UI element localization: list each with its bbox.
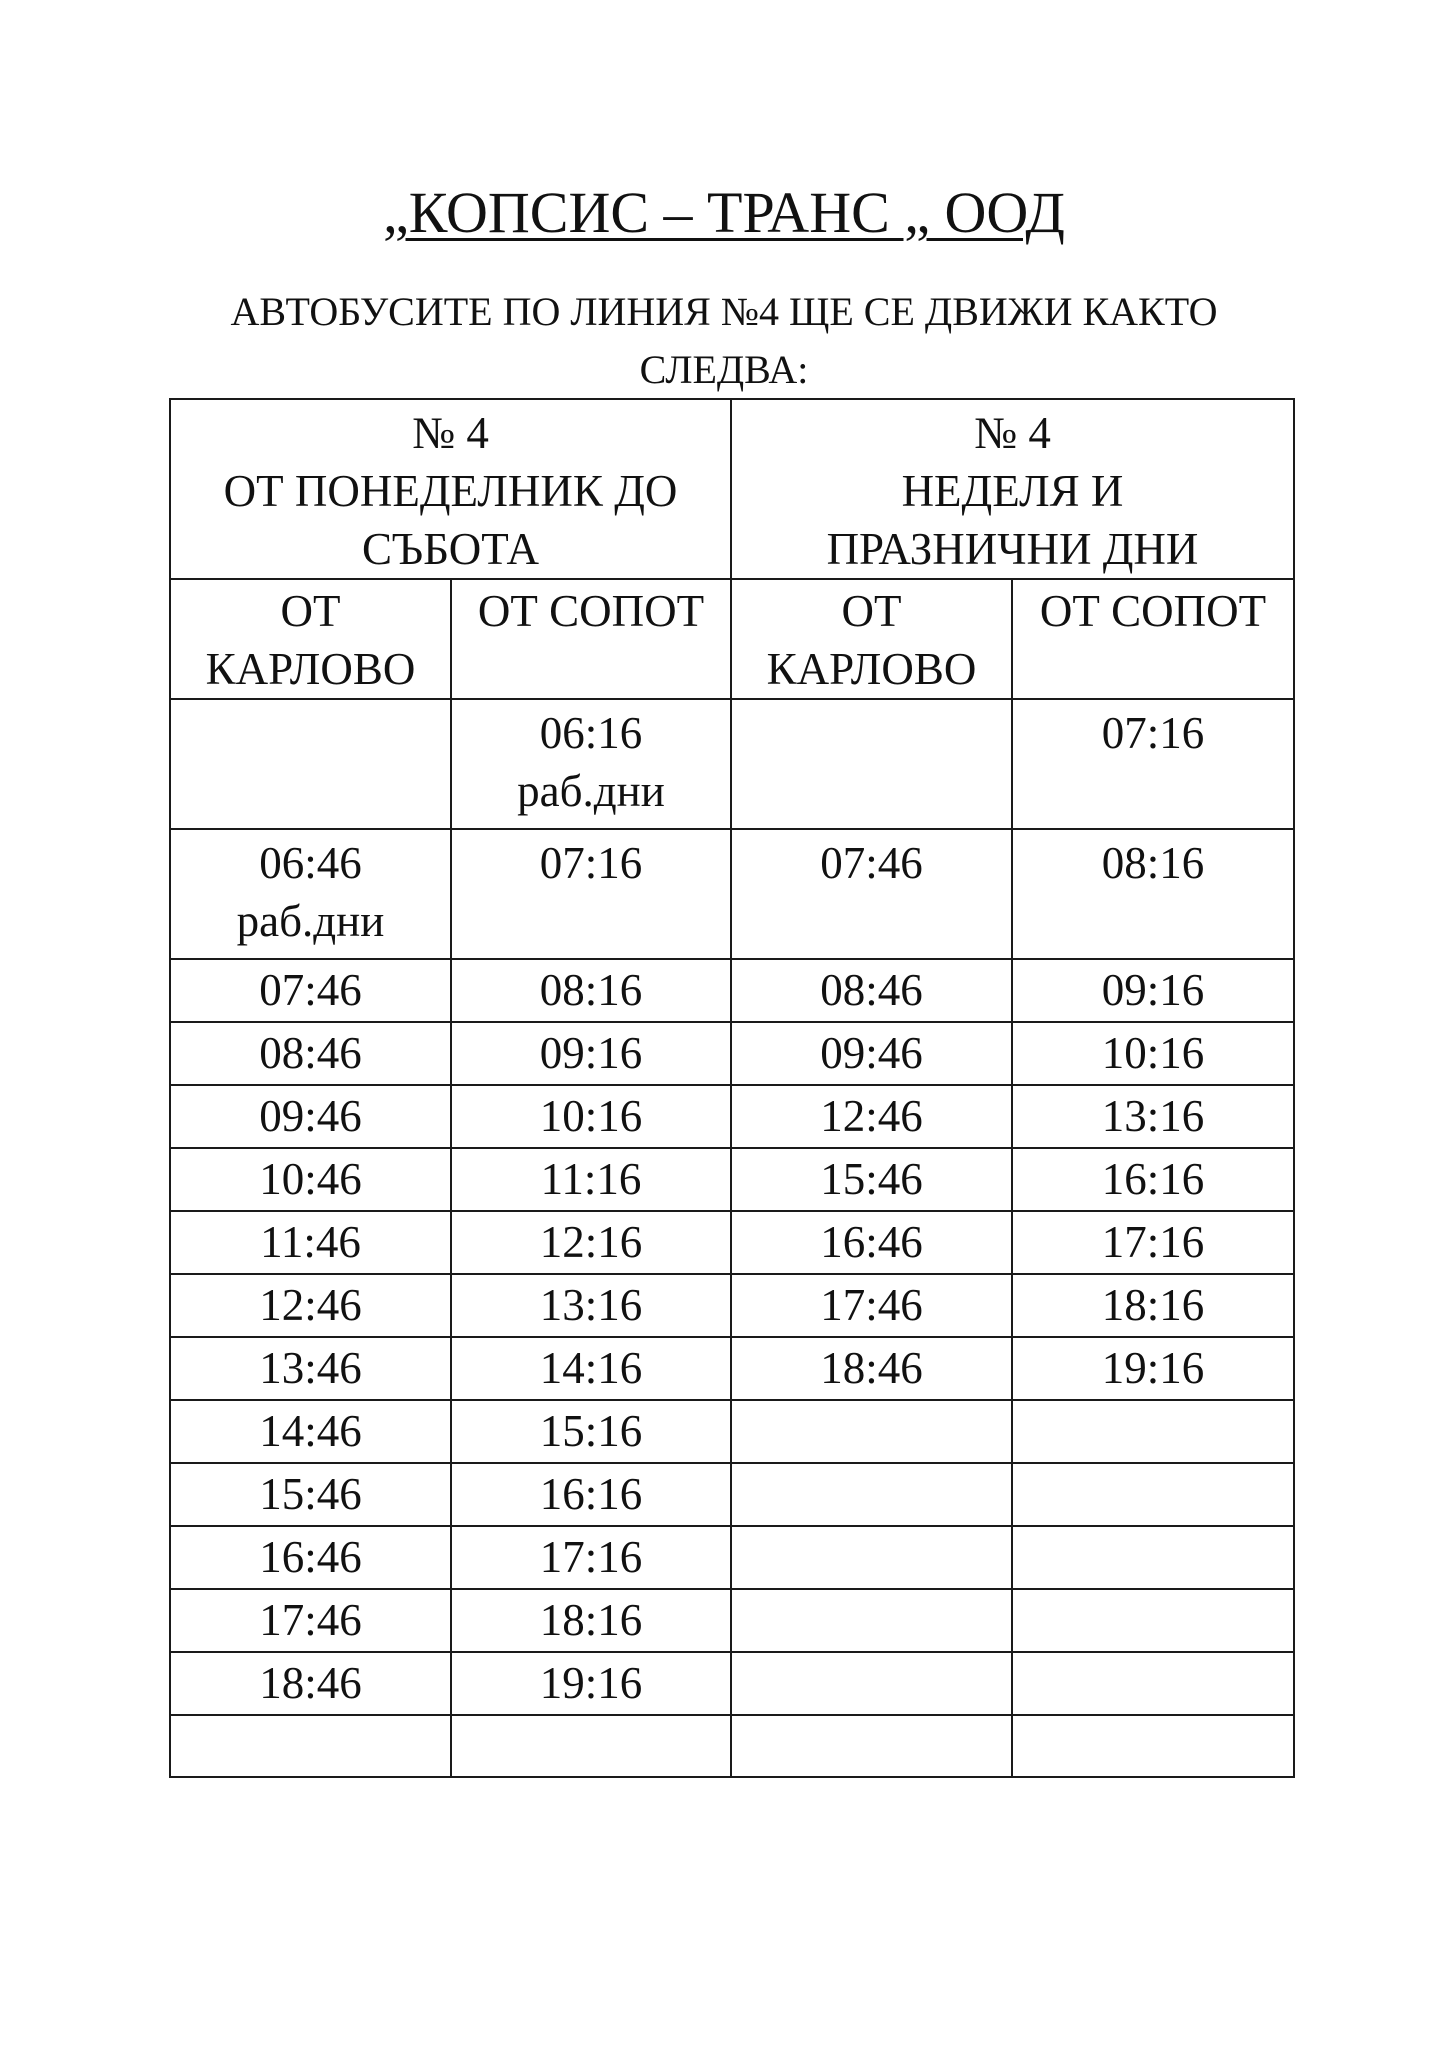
time-cell-weekday-from-karlovo: 15:46 bbox=[170, 1463, 451, 1526]
column-header-text: ОТ СОПОТ bbox=[477, 586, 705, 636]
time-cell-weekday-from-karlovo: 12:46 bbox=[170, 1274, 451, 1337]
timetable-regular-rows bbox=[170, 959, 1294, 1777]
time-cell bbox=[451, 699, 731, 829]
direction-header-row bbox=[170, 579, 1294, 699]
departure-time: 06:46 bbox=[259, 838, 362, 888]
time-cell-weekday-from-karlovo: 08:46 bbox=[170, 1022, 451, 1085]
time-cell-holiday-from-sopot bbox=[1012, 1400, 1294, 1463]
table-row bbox=[170, 1715, 1294, 1777]
table-row bbox=[170, 1589, 1294, 1652]
time-cell-weekday-from-sopot: 19:16 bbox=[451, 1652, 731, 1715]
time-cell-weekday-from-sopot: 15:16 bbox=[451, 1400, 731, 1463]
weekday-schedule-header bbox=[170, 399, 731, 579]
holiday-schedule-header bbox=[731, 399, 1294, 579]
time-cell-weekday-from-sopot: 09:16 bbox=[451, 1022, 731, 1085]
column-header-weekday-from-sopot bbox=[451, 579, 731, 699]
subtitle-line-2: СЛЕДВА: bbox=[639, 347, 809, 392]
departure-time: 06:16 bbox=[539, 708, 643, 758]
column-header-text: ОТ bbox=[280, 586, 341, 636]
time-cell bbox=[451, 829, 731, 959]
time-cell-holiday-from-karlovo: 15:46 bbox=[731, 1148, 1012, 1211]
time-cell-weekday-from-karlovo bbox=[170, 1715, 451, 1777]
time-cell-weekday-from-sopot: 10:16 bbox=[451, 1085, 731, 1148]
time-cell-holiday-from-sopot bbox=[1012, 1589, 1294, 1652]
time-cell-weekday-from-sopot: 14:16 bbox=[451, 1337, 731, 1400]
table-row bbox=[170, 1337, 1294, 1400]
bus-timetable bbox=[169, 398, 1295, 1778]
time-cell-weekday-from-karlovo: 07:46 bbox=[170, 959, 451, 1022]
departure-note: раб.дни bbox=[236, 896, 385, 946]
weekday-line-number: № 4 bbox=[412, 408, 489, 458]
time-cell-holiday-from-karlovo bbox=[731, 1652, 1012, 1715]
time-cell-holiday-from-karlovo: 16:46 bbox=[731, 1211, 1012, 1274]
time-cell-holiday-from-karlovo bbox=[731, 1715, 1012, 1777]
time-cell-weekday-from-sopot: 11:16 bbox=[451, 1148, 731, 1211]
time-cell bbox=[170, 699, 451, 829]
column-header-weekday-from-karlovo bbox=[170, 579, 451, 699]
time-cell-holiday-from-karlovo bbox=[731, 1463, 1012, 1526]
weekday-days-label-2: СЪБОТА bbox=[362, 524, 539, 574]
time-cell-weekday-from-karlovo: 16:46 bbox=[170, 1526, 451, 1589]
time-cell: 07:46 bbox=[731, 829, 1012, 959]
time-cell-weekday-from-karlovo: 18:46 bbox=[170, 1652, 451, 1715]
table-row bbox=[170, 1400, 1294, 1463]
time-cell-weekday-from-karlovo: 11:46 bbox=[170, 1211, 451, 1274]
time-cell-holiday-from-sopot bbox=[1012, 1526, 1294, 1589]
holiday-days-label-1: НЕДЕЛЯ И bbox=[901, 466, 1124, 516]
column-header-text: КАРЛОВО bbox=[766, 644, 977, 694]
time-cell-holiday-from-karlovo bbox=[731, 1526, 1012, 1589]
time-cell-weekday-from-sopot: 17:16 bbox=[451, 1526, 731, 1589]
time-cell-holiday-from-sopot bbox=[1012, 1463, 1294, 1526]
column-header-text: ОТ СОПОТ bbox=[1039, 586, 1267, 636]
time-cell-weekday-from-sopot: 16:16 bbox=[451, 1463, 731, 1526]
time-cell bbox=[731, 699, 1012, 829]
time-cell-holiday-from-sopot: 13:16 bbox=[1012, 1085, 1294, 1148]
holiday-line-number: № 4 bbox=[974, 408, 1051, 458]
time-cell-holiday-from-karlovo: 08:46 bbox=[731, 959, 1012, 1022]
table-row bbox=[170, 1652, 1294, 1715]
time-cell-holiday-from-karlovo bbox=[731, 1400, 1012, 1463]
time-cell-holiday-from-karlovo: 12:46 bbox=[731, 1085, 1012, 1148]
table-row bbox=[170, 1148, 1294, 1211]
time-cell-holiday-from-sopot bbox=[1012, 1652, 1294, 1715]
company-name: „КОПСИС – ТРАНС „ ООД bbox=[383, 180, 1065, 245]
time-cell-weekday-from-sopot: 12:16 bbox=[451, 1211, 731, 1274]
column-header-text: ОТ bbox=[841, 586, 902, 636]
document-title bbox=[0, 178, 1448, 248]
table-row bbox=[170, 1085, 1294, 1148]
time-cell-holiday-from-sopot: 19:16 bbox=[1012, 1337, 1294, 1400]
table-row bbox=[170, 1526, 1294, 1589]
table-row bbox=[170, 829, 1294, 959]
time-cell-holiday-from-karlovo: 09:46 bbox=[731, 1022, 1012, 1085]
holiday-days-label-2: ПРАЗНИЧНИ ДНИ bbox=[826, 524, 1199, 574]
time-cell-holiday-from-karlovo bbox=[731, 1589, 1012, 1652]
table-row bbox=[170, 1274, 1294, 1337]
time-cell-weekday-from-sopot bbox=[451, 1715, 731, 1777]
time-cell bbox=[170, 829, 451, 959]
time-cell-holiday-from-sopot: 16:16 bbox=[1012, 1148, 1294, 1211]
table-row bbox=[170, 1463, 1294, 1526]
time-cell: 08:16 bbox=[1012, 829, 1294, 959]
time-cell-weekday-from-sopot: 13:16 bbox=[451, 1274, 731, 1337]
time-cell-holiday-from-sopot bbox=[1012, 1715, 1294, 1777]
time-cell-weekday-from-sopot: 08:16 bbox=[451, 959, 731, 1022]
column-header-holiday-from-sopot bbox=[1012, 579, 1294, 699]
time-cell-weekday-from-karlovo: 17:46 bbox=[170, 1589, 451, 1652]
subtitle-line-1: АВТОБУСИТЕ ПО ЛИНИЯ №4 ЩЕ СЕ ДВИЖИ КАКТО bbox=[230, 289, 1218, 334]
time-cell-weekday-from-sopot: 18:16 bbox=[451, 1589, 731, 1652]
time-cell-weekday-from-karlovo: 13:46 bbox=[170, 1337, 451, 1400]
table-row bbox=[170, 1022, 1294, 1085]
departure-time: 07:16 bbox=[539, 838, 643, 888]
time-cell-holiday-from-sopot: 17:16 bbox=[1012, 1211, 1294, 1274]
table-row bbox=[170, 1211, 1294, 1274]
time-cell-holiday-from-sopot: 10:16 bbox=[1012, 1022, 1294, 1085]
time-cell-weekday-from-karlovo: 10:46 bbox=[170, 1148, 451, 1211]
time-cell: 07:16 bbox=[1012, 699, 1294, 829]
schedule-group-header-row bbox=[170, 399, 1294, 579]
time-cell-weekday-from-karlovo: 09:46 bbox=[170, 1085, 451, 1148]
time-cell-holiday-from-sopot: 18:16 bbox=[1012, 1274, 1294, 1337]
time-cell-holiday-from-karlovo: 18:46 bbox=[731, 1337, 1012, 1400]
weekday-days-label-1: ОТ ПОНЕДЕЛНИК ДО bbox=[223, 466, 678, 516]
time-cell-weekday-from-karlovo: 14:46 bbox=[170, 1400, 451, 1463]
column-header-text: КАРЛОВО bbox=[205, 644, 416, 694]
time-cell-holiday-from-sopot: 09:16 bbox=[1012, 959, 1294, 1022]
table-row bbox=[170, 699, 1294, 829]
time-cell-holiday-from-karlovo: 17:46 bbox=[731, 1274, 1012, 1337]
departure-note: раб.дни bbox=[517, 766, 665, 816]
table-row bbox=[170, 959, 1294, 1022]
document-subtitle bbox=[150, 283, 1298, 399]
column-header-holiday-from-karlovo bbox=[731, 579, 1012, 699]
